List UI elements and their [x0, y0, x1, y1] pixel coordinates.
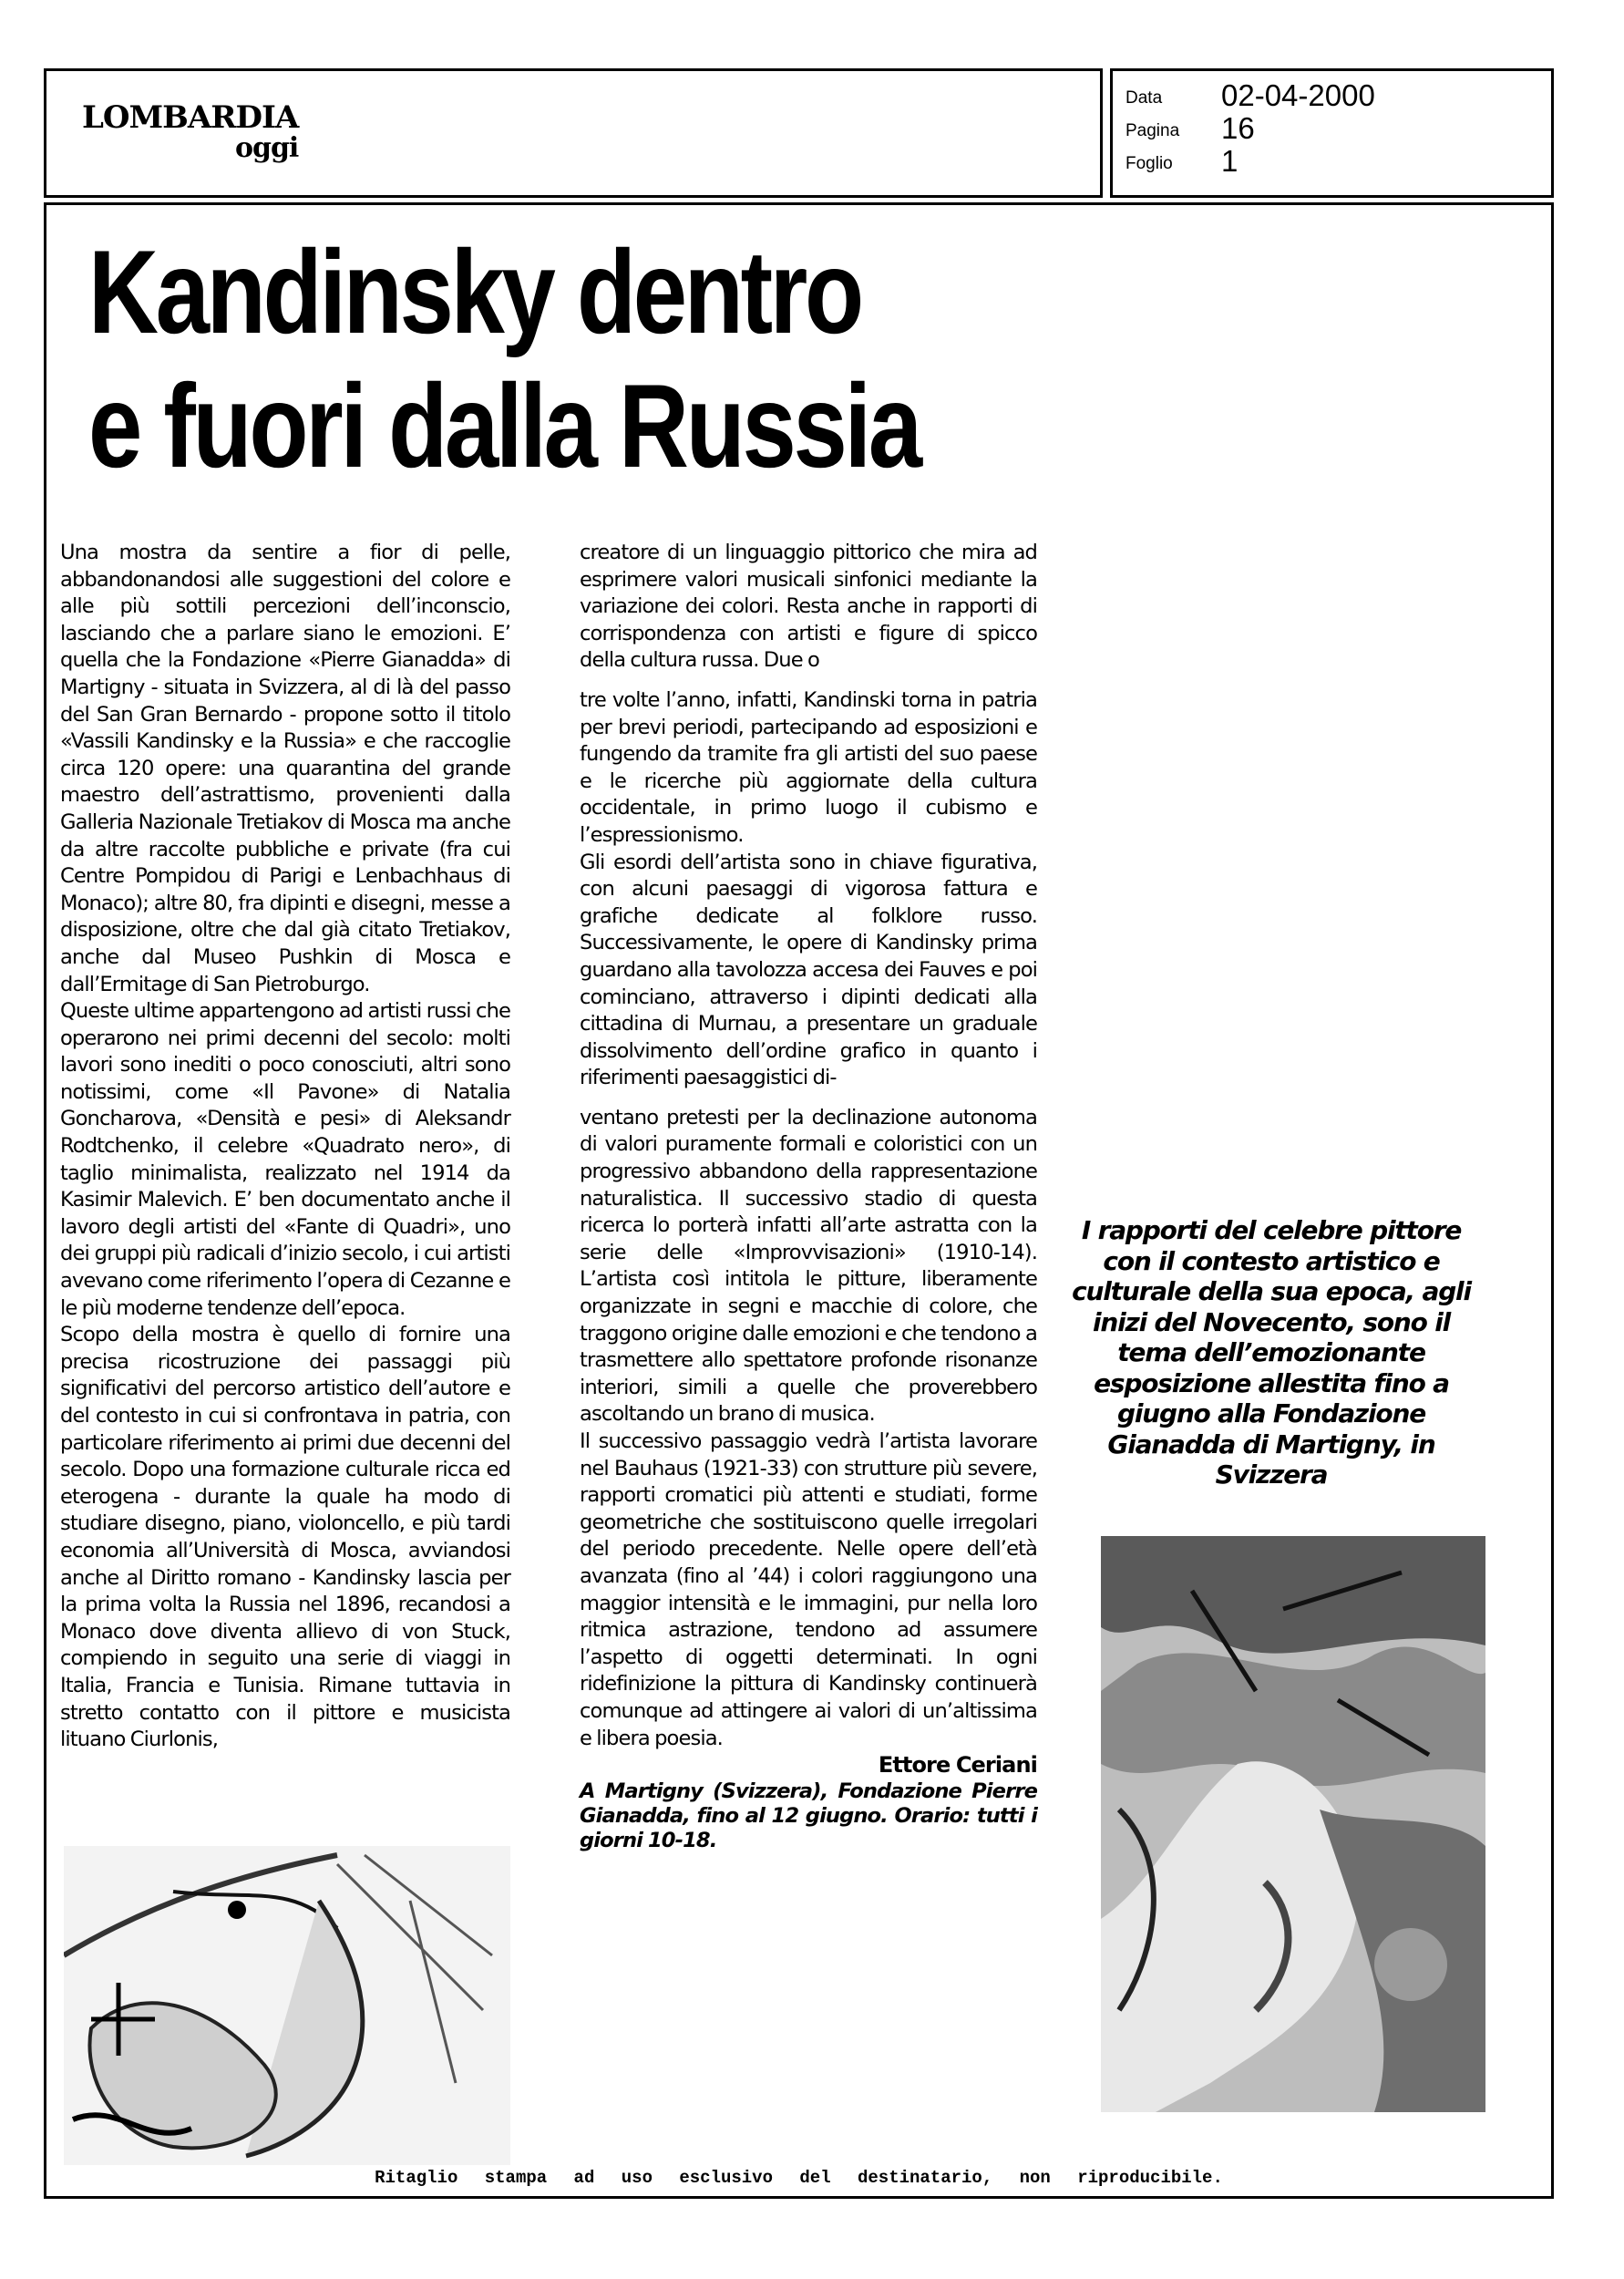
kandinsky-drawing-image: [64, 1846, 510, 2165]
paragraph: Il successivo passaggio vedrà l’artista lavorare nel Bauhaus (1921-33) con strutture più severe, rapporti cromatici più attenti e studiati, forme geometriche che sostituiscono quelle irregolari del periodo precedente. Nelle opere dell’età avanzata (fino al ’44) i colori raggiungono una maggior intensità e le immagini, pur nella loro ritmica astrazione, tendono ad assumere l’aspetto di oggetti determinati. In ogni ridefinizione la pittura di Kandinsky continuerà comunque ad attingere ai valori di un’altissima e libera poesia.: [580, 1429, 1037, 1750]
newspaper-logo: [82, 99, 299, 164]
sidebar-summary: I rapporti del celebre pittore con il contesto artistico e culturale della sua epoca, agli inizi del Novecento, sono il tema dell’emozionante esposizione allestita fino a giugno alla Fondazione Gianadda di Martigny, in Svizzera: [1072, 1215, 1471, 1490]
page-label: Pagina: [1125, 121, 1180, 140]
paragraph: Scopo della mostra è quello di fornire una precisa ricostruzione dei passaggi più significativi del percorso artistico dell’autore e del contesto in cui si confrontava in patria, con particolare riferimento ai primi due decenni del secolo. Dopo una formazione culturale ricca ed eterogena - durante la quale ha modo di studiare disegno, piano, violoncello, e più tardi economia all’Università di Mosca, avviandosi anche al Diritto romano - Kandinsky lascia per la prima volta la Russia nel 1896, recandosi a Monaco dove diventa allievo di von Stuck, compiendo in seguito una serie di viaggi in Italia, Francia e Tunisia. Rimane tuttavia in stretto contatto con il pittore e musicista lituano Ciurlonis,: [60, 1323, 510, 1752]
headline-line-1: Kandinsky dentro: [88, 225, 861, 358]
article-column-2: [580, 540, 1037, 1853]
paragraph: Una mostra da sentire a fior di pelle, abbandonandosi alle suggestioni del colore e alle più sottili percezioni dell’inconscio, lasciando che a parlare siano le emozioni. E’ quella che la Fondazione «Pierre Gianadda» di Martigny - situata in Svizzera, al di là del passo del San Gran Bernardo - propone sotto il titolo «Vassili Kandinsky e la Russia» e che raccoglie circa 120 opere: una quarantina del grande maestro dell’astrattismo, provenienti dalla Galleria Nazionale Tretiakov di Mosca ma anche da altre raccolte pubbliche e private (fra cui Centre Pompidou di Parigi e Lenbachhaus di Monaco); altre 80, fra dipinti e disegni, messe a disposizione, oltre che dal già citato Tretiakov, anche dal Museo Pushkin di Mosca e dall’Ermitage di San Pietroburgo.: [60, 541, 510, 996]
paragraph: Queste ultime appartengono ad artisti russi che operarono nei primi decenni del secolo: molti lavori sono inediti o poco conosciuti, altri sono notissimi, come «Il Pavone» di Natalia Goncharova, «Densità e pesi» di Aleksandr Rodtchenko, il celebre «Quadrato nero», di taglio minimalista, realizzato nel 1914 da Kasimir Malevich. E’ ben documentato anche il lavoro degli artisti del «Fante di Quadri», uno dei gruppi più radicali d’inizio secolo, i cui artisti avevano come riferimento l’opera di Cezanne e le più moderne tendenze dell’epoca.: [60, 999, 510, 1320]
paragraph: Gli esordi dell’artista sono in chiave figurativa, con alcuni paesaggi di vigorosa fattura e grafiche dedicate al folklore russo. Successivamente, le opere di Kandinsky prima guardano alla tavolozza accesa dei Fauves e poi cominciano, attraverso i dipinti dedicati alla cittadina di Murnau, a presentare un graduale dissolvimento dell’ordine grafico in quanto i riferimenti paesaggistici di-: [580, 850, 1037, 1090]
author-byline: Ettore Ceriani: [878, 1752, 1037, 1779]
paragraph: creatore di un linguaggio pittorico che mira ad esprimere valori musicali sinfonici mediante la variazione dei colori. Resta anche in rapporti di corrispondenza con artisti e figure di spicco della cultura russa. Due o: [580, 541, 1037, 673]
sheet-value: 1: [1221, 144, 1239, 178]
paragraph: tre volte l’anno, infatti, Kandinski torna in patria per brevi periodi, partecipando ad esposizioni e fungendo da tramite fra gli artisti del suo paese e le ricerche più aggiornate della cultura occidentale, in primo luogo il cubismo e l’espressionismo.: [580, 687, 1037, 847]
logo-title: LOMBARDIA: [82, 99, 299, 136]
article-column-1: [60, 540, 510, 1754]
headline-line-2: e fuori dalla Russia: [88, 359, 920, 492]
logo-subtitle: oggi: [234, 132, 299, 164]
page-value: 16: [1221, 111, 1255, 145]
sheet-label: Foglio: [1125, 154, 1173, 173]
exhibition-info: A Martigny (Svizzera), Fondazione Pierre Gianadda, fino al 12 giugno. Orario: tutti i giorni 10-18.: [580, 1779, 1037, 1852]
kandinsky-painting-image: [1101, 1536, 1485, 2112]
clipping-disclaimer: Ritaglio stampa ad uso esclusivo del destinatario, non riproducibile.: [375, 2168, 1223, 2188]
date-label: Data: [1125, 88, 1163, 108]
date-value: 02-04-2000: [1221, 78, 1375, 112]
paragraph: ventano pretesti per la declinazione autonoma di valori puramente formali e coloristici con un progressivo abbandono della rappresentazione naturalistica. Il successivo stadio di questa ricerca lo porterà infatti all’arte astratta con la serie delle «Improvvisazioni» (1910-14). L’artista così intitola le pitture, liberamente organizzate in segni e macchie di colore, che traggono origine dalle emozioni e che tendono a trasmettere allo spettatore profonde risonanze interiori, simili a quelle che proverebbero ascoltando un brano di musica.: [580, 1105, 1037, 1427]
